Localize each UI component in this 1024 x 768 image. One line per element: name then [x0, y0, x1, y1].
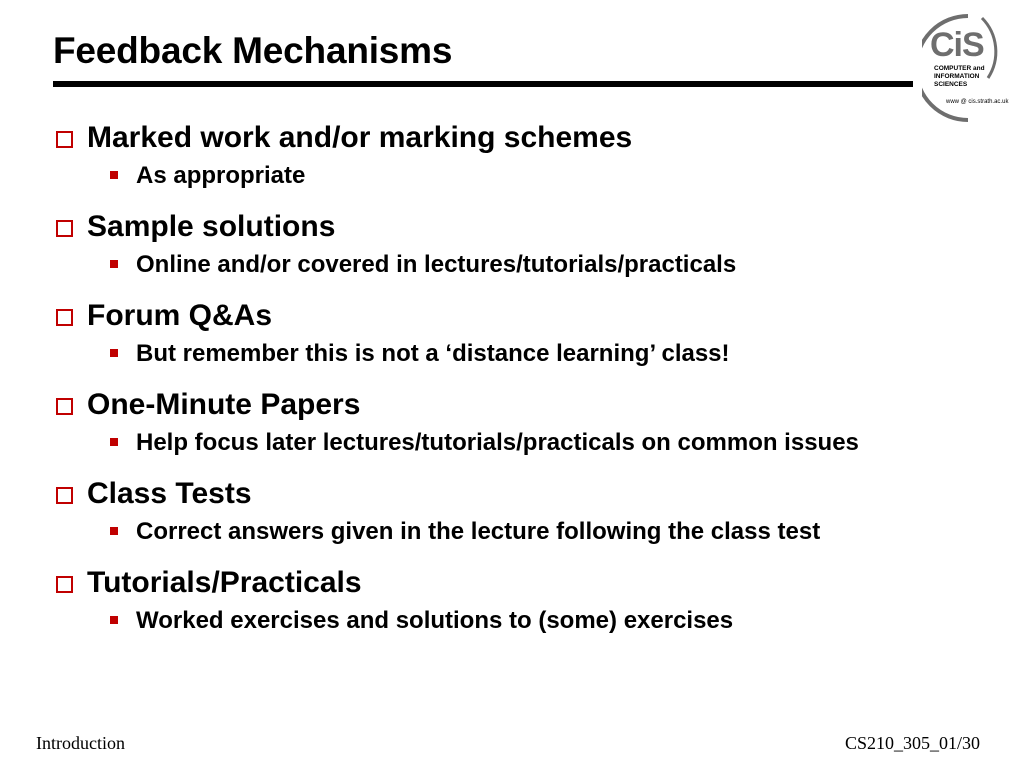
bullet-text: Tutorials/Practicals — [87, 566, 362, 599]
bullet-text: Class Tests — [87, 477, 252, 510]
bullet-level1 — [56, 563, 976, 603]
filled-square-icon — [110, 171, 118, 179]
sub-bullet-text: Help focus later lectures/tutorials/practicals on common issues — [136, 429, 859, 456]
bullet-text: Sample solutions — [87, 210, 336, 243]
title-divider — [53, 81, 913, 87]
footer-slide-id: CS210_305_01/30 — [844, 733, 980, 753]
hollow-square-icon — [56, 309, 73, 326]
hollow-square-icon — [56, 131, 73, 148]
filled-square-icon — [110, 260, 118, 268]
filled-square-icon — [110, 438, 118, 446]
logo-dept-line2: INFORMATION — [934, 73, 980, 80]
logo-dept-line1: COMPUTER and — [934, 65, 985, 72]
sub-bullet-text: As appropriate — [136, 162, 306, 189]
bullet-level2 — [56, 426, 976, 460]
footer-section-label: Introduction — [36, 733, 125, 753]
hollow-square-icon — [56, 220, 73, 237]
bullet-level1 — [56, 118, 976, 158]
sub-bullet-text: But remember this is not a ‘distance learning’ class! — [136, 340, 730, 367]
slide-title: Feedback Mechanisms — [53, 30, 453, 71]
logo-letters: CiS — [930, 26, 984, 64]
bullet-level1 — [56, 296, 976, 336]
filled-square-icon — [110, 616, 118, 624]
list-item — [56, 296, 976, 371]
bullet-level1 — [56, 207, 976, 247]
filled-square-icon — [110, 349, 118, 357]
filled-square-icon — [110, 527, 118, 535]
bullet-text: One-Minute Papers — [87, 388, 361, 421]
list-item — [56, 563, 976, 638]
bullet-text: Marked work and/or marking schemes — [87, 121, 633, 154]
bullet-level2 — [56, 515, 976, 549]
cis-logo — [922, 8, 1012, 126]
cis-logo-graphic — [922, 8, 1012, 126]
bullet-level1 — [56, 474, 976, 514]
list-item — [56, 385, 976, 460]
bullet-level2 — [56, 159, 976, 193]
hollow-square-icon — [56, 398, 73, 415]
list-item — [56, 118, 976, 193]
hollow-square-icon — [56, 487, 73, 504]
sub-bullet-text: Correct answers given in the lecture following the class test — [136, 518, 821, 545]
sub-bullet-text: Worked exercises and solutions to (some) exercises — [136, 607, 734, 634]
sub-bullet-text: Online and/or covered in lectures/tutorials/practicals — [136, 251, 737, 278]
logo-dept-line3: SCIENCES — [934, 81, 968, 88]
bullet-level2 — [56, 604, 976, 638]
bullet-level2 — [56, 248, 976, 282]
bullet-level2 — [56, 337, 976, 371]
bullet-text: Forum Q&As — [87, 299, 273, 332]
bullet-level1 — [56, 385, 976, 425]
logo-url: www @ cis.strath.ac.uk — [946, 99, 1009, 105]
list-item — [56, 474, 976, 549]
hollow-square-icon — [56, 576, 73, 593]
list-item — [56, 207, 976, 282]
bullet-list — [56, 118, 976, 652]
